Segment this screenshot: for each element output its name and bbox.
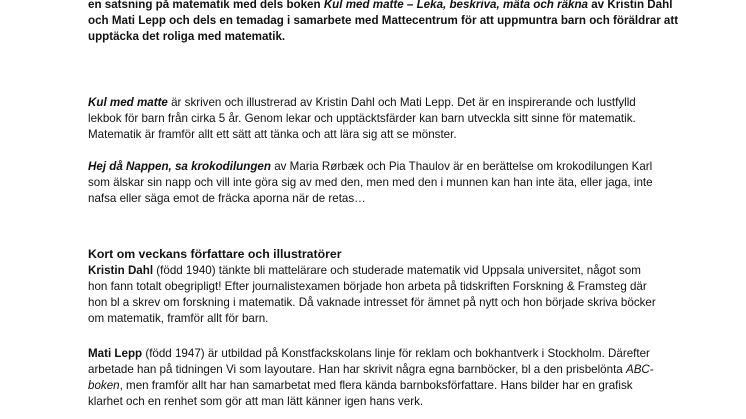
book-title-kul-med-matte: Kul med matte — [88, 96, 168, 109]
book-title-kul-med-matte-full: Kul med matte – Leka, beskriva, mäta och räkna — [323, 0, 589, 11]
mati-lepp-paragraph: Mati Lepp (född 1947) är utbildad på Konstfackskolans linje för reklam och bokhantverk i Stockholm. Därefter arbetade han på tidningen Vi som layoutare. Han har skrivit några egna barnböcker, bl a den prisbelönta ABC- boken, men framför allt har han samarbetat med flera kända barnboksförfattare. Hans bilder har en grafisk klarhet och en renhet som gör att man lätt känner igen hans verk. — [88, 347, 654, 408]
kul-med-matte-paragraph: Kul med matte är skriven och illustrerad av Kristin Dahl och Mati Lepp. Det är en inspirerande och lustfylld lekbok för barn från cirka 5 år. Genom lekar och upptäcktsfärder kan barn utveckla sitt sinne för matematik. Matematik är framför allt ett sätt att tänka och att lära sig att se mönster. — [88, 96, 636, 141]
illustrator-name-mati-lepp: Mati Lepp — [88, 347, 143, 360]
author-name-kristin-dahl: Kristin Dahl — [88, 264, 154, 277]
intro-line-1: en satsning på matematik med dels boken Kul med matte – Leka, beskriva, mäta och räkna av Kristin Dahl — [88, 0, 673, 11]
book-title-abc-boken-start: ABC- — [625, 363, 654, 376]
intro-line-2: och Mati Lepp och dels en temadag i samarbete med Mattecentrum för att uppmuntra barn och föräldrar att — [88, 14, 679, 27]
intro-paragraph — [88, 0, 688, 45]
intro-line-3: upptäcka det roliga med matematik. — [88, 30, 286, 43]
section-heading: Kort om veckans författare och illustratörer — [88, 247, 342, 261]
hej-da-nappen-paragraph: Hej då Nappen, sa krokodilungen av Maria Rørbæk och Pia Thaulov är en berättelse om krokodilungen Karl som älskar sin napp och vill inte göra sig av med den, men med den i munnen kan han inte äta, eller jaga, inte nafsa eller säga emot de fräcka aporna när de retas… — [88, 160, 653, 205]
kristin-dahl-paragraph: Kristin Dahl (född 1940) tänkte bli mattelärare och studerade matematik vid Uppsala universitet, något som hon fann totalt obegripligt! Efter journalistexamen började hon arbeta på tidskriften Forskning & Framsteg där hon bl a skrev om forskning i matematik. Då vaknade intresset för ämnet på nytt och hon började skriva böcker om matematik, framför allt för barn. — [88, 264, 656, 325]
book-title-abc-boken-end: boken — [88, 379, 120, 392]
book-title-hej-da-nappen: Hej då Nappen, sa krokodilungen — [88, 160, 271, 173]
